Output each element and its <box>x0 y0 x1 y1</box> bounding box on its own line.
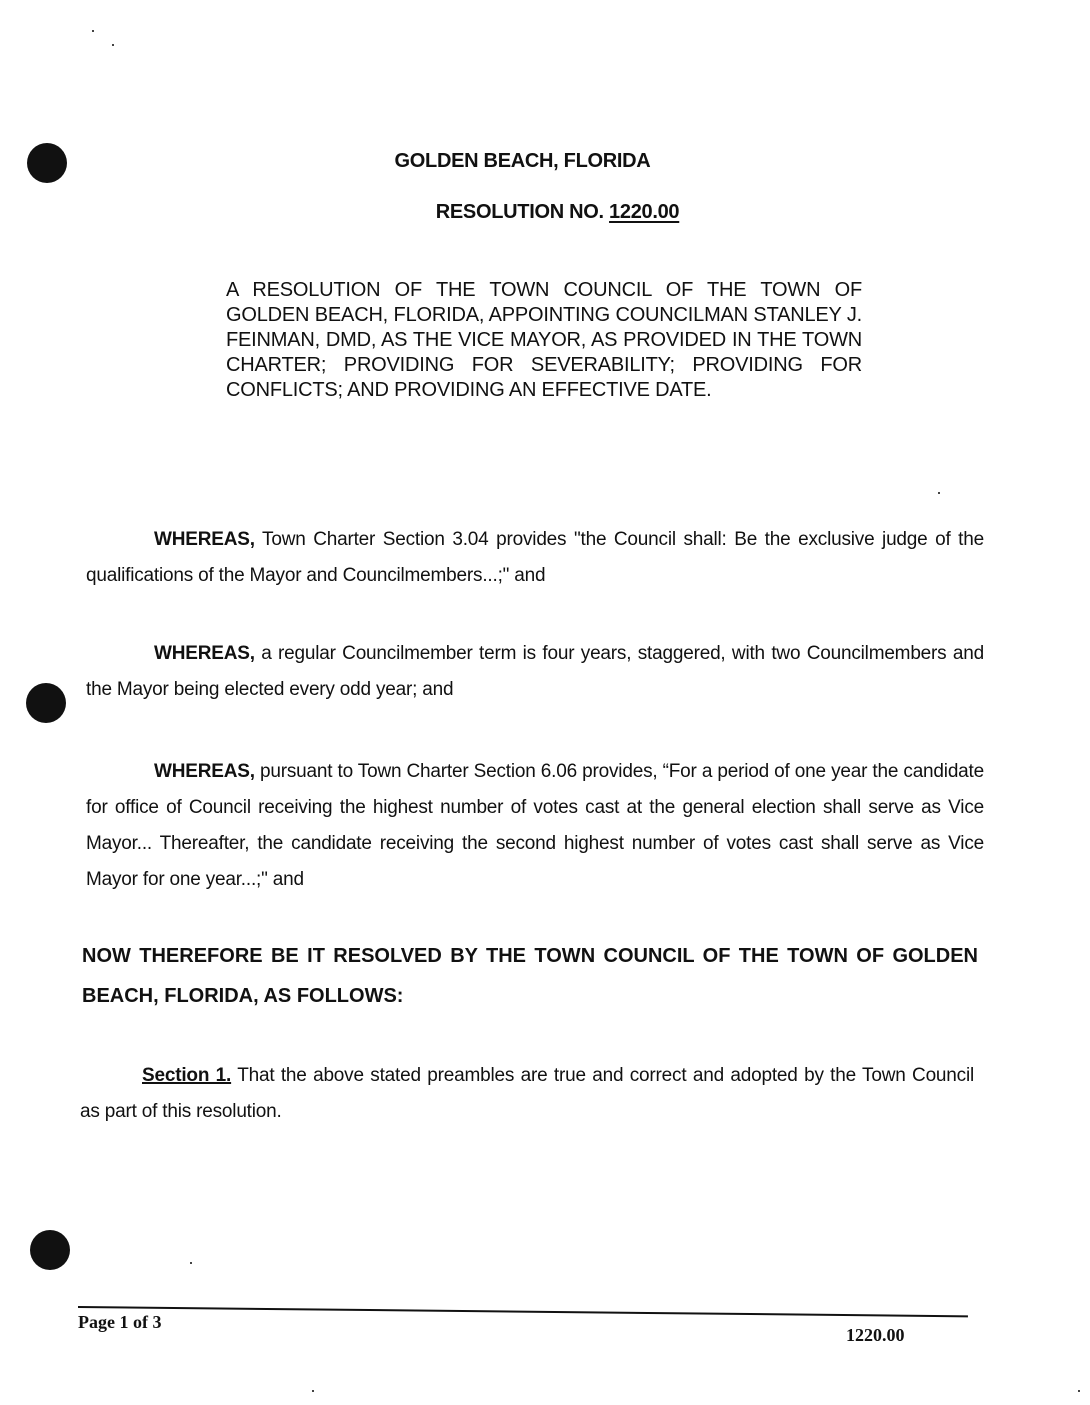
scan-speck <box>312 1390 314 1392</box>
whereas-lead: WHEREAS, <box>154 761 255 782</box>
scan-speck <box>92 30 94 32</box>
punch-hole <box>26 683 66 723</box>
whereas-clause-1 <box>86 522 984 594</box>
punch-hole <box>30 1230 70 1270</box>
footer-rule <box>78 1306 968 1317</box>
scan-speck <box>938 492 940 494</box>
resolved-clause: NOW THEREFORE BE IT RESOLVED BY THE TOWN COUNCIL OF THE TOWN OF GOLDEN BEACH, FLORIDA, AS FOLLOWS: <box>82 945 978 1007</box>
whereas-lead: WHEREAS, <box>154 643 255 664</box>
section-heading: Section 1. <box>142 1065 232 1086</box>
whereas-text: pursuant to Town Charter Section 6.06 provides, “For a period of one year the candidate for office of Council receiving the highest number of votes cast at the general election shall serve as Vice Mayor... Thereafter, the candidate receiving the second highest number of votes cast shall serve as Vice Mayor for one year...;" and <box>86 761 984 890</box>
whereas-clause-2 <box>86 636 984 708</box>
whereas-clause-3 <box>86 754 984 898</box>
section-1 <box>80 1058 974 1130</box>
scan-speck <box>112 44 114 46</box>
whereas-lead: WHEREAS, <box>154 529 255 550</box>
document-heading: GOLDEN BEACH, FLORIDA <box>394 150 651 172</box>
page-number: Page 1 of 3 <box>78 1312 162 1332</box>
whereas-text: a regular Councilmember term is four years, staggered, with two Councilmembers and the Mayor being elected every odd year; and <box>86 643 984 700</box>
footer-doc-number: 1220.00 <box>846 1325 905 1345</box>
resolution-abstract: A RESOLUTION OF THE TOWN COUNCIL OF THE TOWN OF GOLDEN BEACH, FLORIDA, APPOINTING COUNCILMAN STANLEY J. FEINMAN, DMD, AS THE VICE MAYOR, AS PROVIDED IN THE TOWN CHARTER; PROVIDING FOR SEVERABILITY; PROVIDING FOR CONFLICTS; AND PROVIDING AN EFFECTIVE DATE. <box>226 279 862 401</box>
scan-speck <box>190 1262 192 1264</box>
scan-speck <box>1078 1390 1080 1392</box>
resolution-label: RESOLUTION NO. <box>435 201 604 223</box>
section-text: That the above stated preambles are true and correct and adopted by the Town Council as part of this resolution. <box>80 1065 975 1122</box>
resolution-title <box>0 201 1090 224</box>
whereas-text: Town Charter Section 3.04 provides "the Council shall: Be the exclusive judge of the qualifications of the Mayor and Councilmembers...;" and <box>86 529 984 586</box>
resolution-number: 1220.00 <box>609 201 680 223</box>
